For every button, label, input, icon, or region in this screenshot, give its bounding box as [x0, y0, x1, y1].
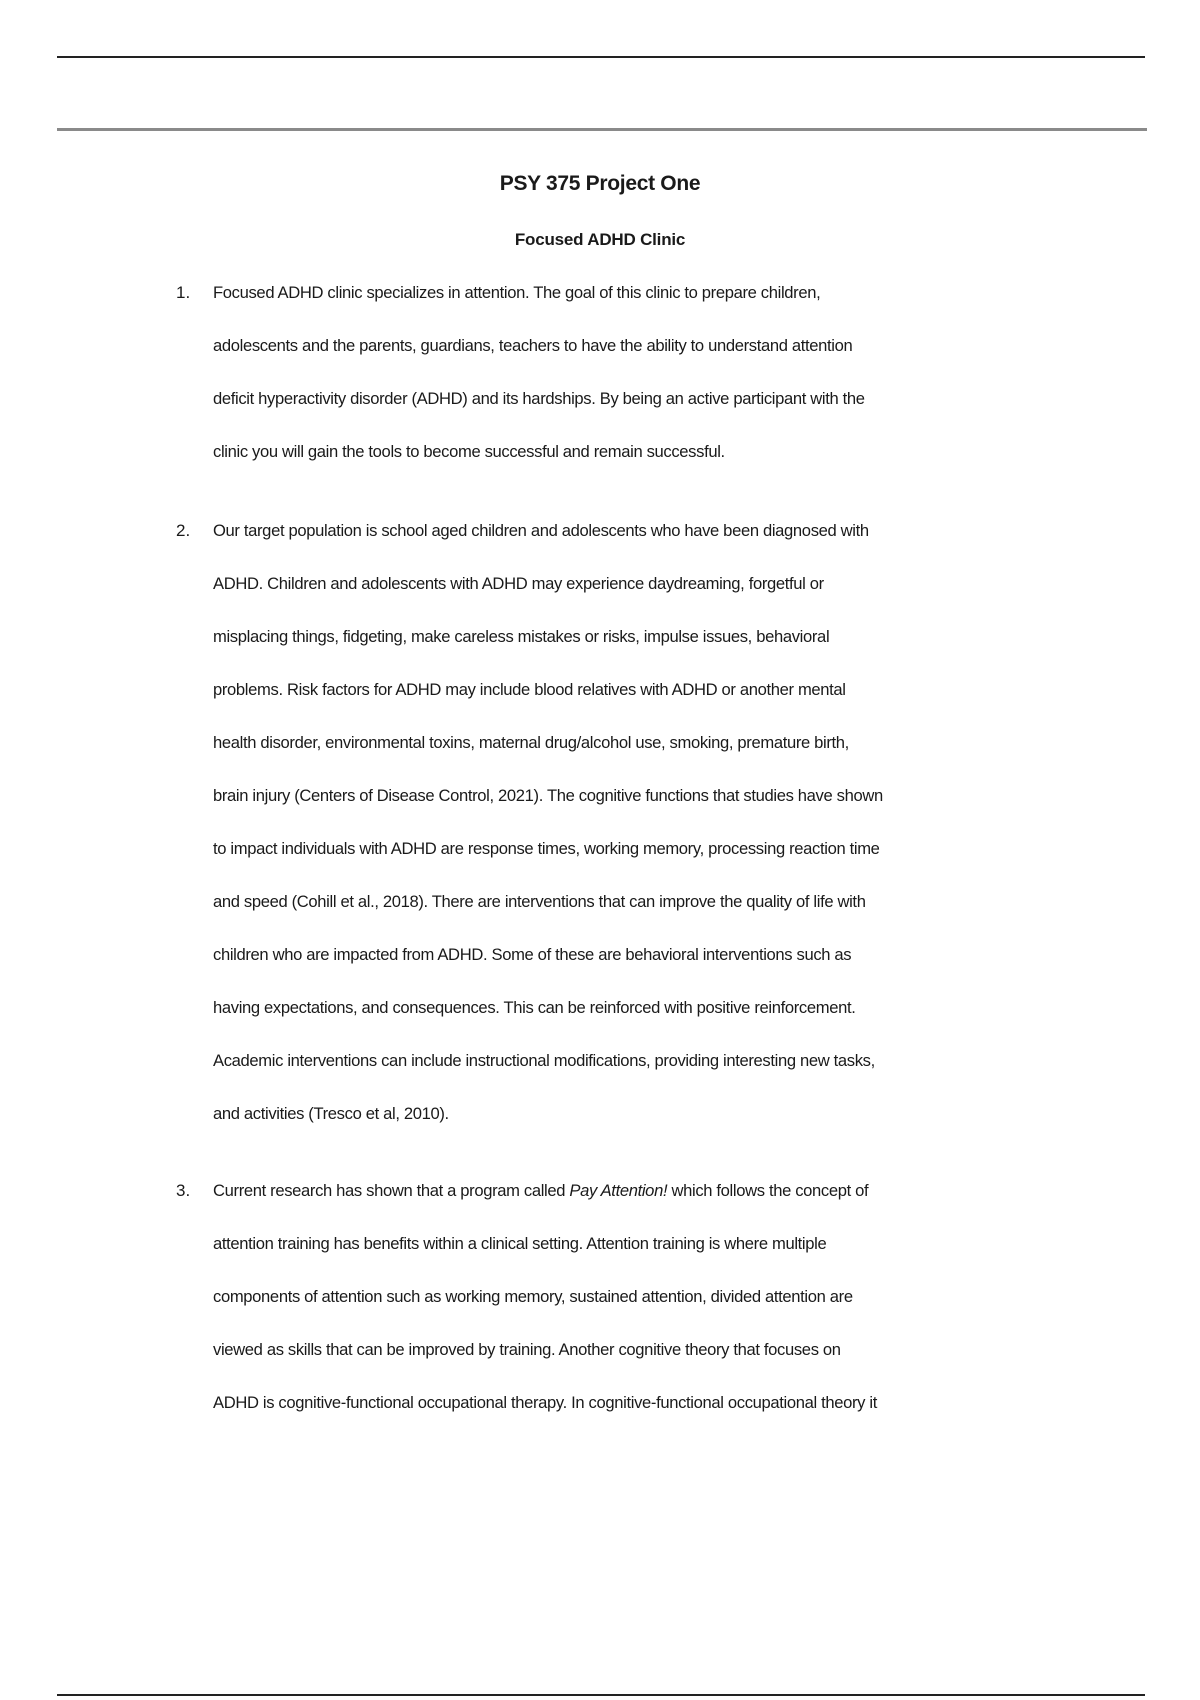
- text-line: to impact individuals with ADHD are response times, working memory, processing reaction time: [213, 839, 880, 858]
- text-line: viewed as skills that can be improved by training. Another cognitive theory that focuses on: [213, 1340, 841, 1359]
- text-line: ADHD. Children and adolescents with ADHD may experience daydreaming, forgetful or: [213, 574, 824, 593]
- text-line: Academic interventions can include instructional modifications, providing interesting new tasks,: [213, 1051, 875, 1070]
- program-name: Pay Attention!: [569, 1181, 668, 1200]
- list-item-number: 3.: [176, 1181, 191, 1200]
- text-line: attention training has benefits within a clinical setting. Attention training is where multiple: [213, 1234, 827, 1253]
- header-rule-top: [57, 56, 1145, 58]
- text-line: health disorder, environmental toxins, maternal drug/alcohol use, smoking, premature birth,: [213, 733, 849, 752]
- text-line: Our target population is school aged children and adolescents who have been diagnosed with: [213, 521, 869, 540]
- list-item-text: [213, 266, 1063, 478]
- text-line: having expectations, and consequences. This can be reinforced with positive reinforcement.: [213, 998, 856, 1017]
- list-item-number: 1.: [176, 283, 191, 302]
- text-line: children who are impacted from ADHD. Some of these are behavioral interventions such as: [213, 945, 852, 964]
- text-line: clinic you will gain the tools to become successful and remain successful.: [213, 442, 725, 461]
- header-rule-bottom: [57, 128, 1147, 131]
- list-item-text: [213, 504, 1063, 1140]
- text-line: and speed (Cohill et al., 2018). There are interventions that can improve the quality of life with: [213, 892, 866, 911]
- document-subtitle: Focused ADHD Clinic: [514, 230, 686, 249]
- text-run: Current research has shown that a program called: [213, 1181, 570, 1200]
- text-line: problems. Risk factors for ADHD may include blood relatives with ADHD or another mental: [213, 680, 846, 699]
- text-line: brain injury (Centers of Disease Control, 2021). The cognitive functions that studies have shown: [213, 786, 883, 805]
- text-line: ADHD is cognitive-functional occupational therapy. In cognitive-functional occupational theory it: [213, 1393, 877, 1412]
- text-line: and activities (Tresco et al, 2010).: [213, 1104, 449, 1123]
- text-line: adolescents and the parents, guardians, teachers to have the ability to understand attention: [213, 336, 853, 355]
- text-line: components of attention such as working memory, sustained attention, divided attention are: [213, 1287, 853, 1306]
- document-title: PSY 375 Project One: [499, 172, 701, 195]
- list-item-text: [213, 1164, 1063, 1429]
- text-line: deficit hyperactivity disorder (ADHD) and its hardships. By being an active participant with the: [213, 389, 865, 408]
- list-item-number: 2.: [176, 521, 191, 540]
- text-line: [213, 1164, 1063, 1217]
- footer-rule: [57, 1694, 1145, 1696]
- text-line: Focused ADHD clinic specializes in attention. The goal of this clinic to prepare children,: [213, 283, 821, 302]
- text-run: which follows the concept of: [667, 1181, 869, 1200]
- text-line: misplacing things, fidgeting, make careless mistakes or risks, impulse issues, behavioral: [213, 627, 830, 646]
